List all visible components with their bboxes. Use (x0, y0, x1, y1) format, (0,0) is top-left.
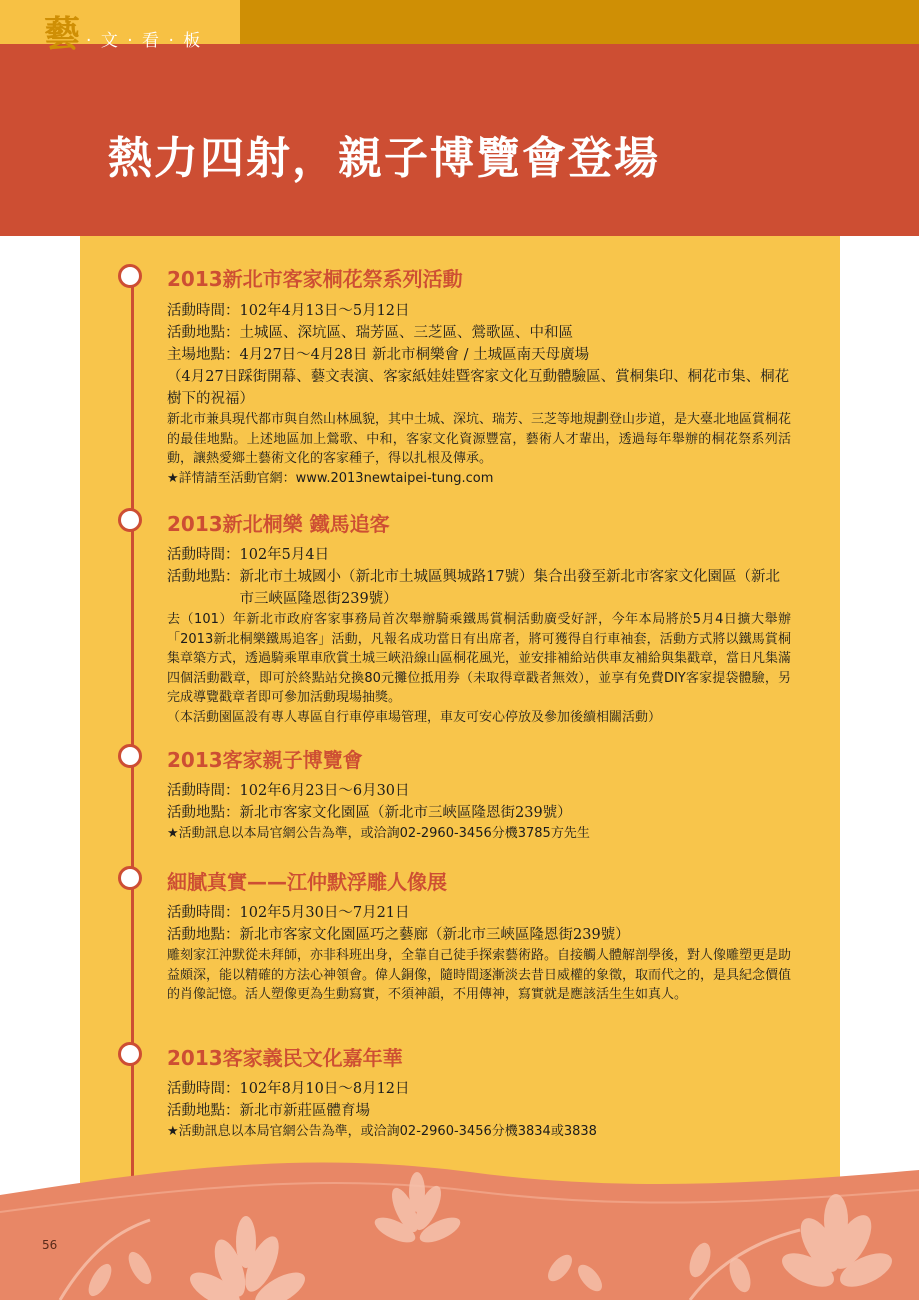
info-value: 102年5月30日～7月21日 (239, 905, 410, 921)
event-body (167, 780, 791, 844)
info-label: 活動時間： (167, 303, 240, 319)
info-value: 102年5月4日 (239, 547, 330, 563)
info-label: 活動地點： (167, 1103, 240, 1119)
info-value: 土城區、深坑區、瑞芳區、三芝區、鶯歌區、中和區 (239, 325, 573, 341)
event-title: 2013客家親子博覽會 (167, 748, 363, 772)
event-title: 2013客家義民文化嘉年華 (167, 1046, 403, 1070)
timeline-dot-icon (118, 1042, 142, 1066)
event-paragraph: 新北市兼具現代都市與自然山林風貌，其中土城、深坑、瑞芳、三芝等地規劃登山步道，是大臺北地區賞桐花的最佳地點。上述地區加上鶯歌、中和，客家文化資源豐富，藝術人才輩出，透過每年舉辦的桐花祭系列活動，讓熱愛鄉土藝術文化的客家種子，得以扎根及傳承。 (167, 412, 792, 466)
info-label: 活動時間： (167, 905, 240, 921)
info-label: 活動時間： (167, 547, 240, 563)
info-label: 活動地點： (167, 325, 240, 341)
info-value: 102年8月10日～8月12日 (239, 1081, 410, 1097)
event-note: ★活動訊息以本局官網公告為準，或洽詢02-2960-3456分機3785方先生 (167, 826, 590, 841)
event-info-line (167, 924, 791, 946)
event-info-line (167, 1100, 791, 1122)
event-body (167, 902, 791, 1005)
event-info-line (167, 544, 791, 566)
event-info-line (167, 802, 791, 824)
info-value: 4月27日～4月28日 新北市桐樂會 / 土城區南天母廣場 (239, 347, 590, 363)
info-label: 活動地點： (167, 805, 240, 821)
event-note: ★活動訊息以本局官網公告為準，或洽詢02-2960-3456分機3834或3838 (167, 1124, 597, 1139)
event-body (167, 1078, 791, 1142)
event-body (167, 544, 791, 727)
info-value: 102年4月13日～5月12日 (239, 303, 410, 319)
timeline-dot-icon (118, 508, 142, 532)
top-bar-right (240, 0, 919, 44)
section-tag-small: · 文 · 看 · 板 (86, 31, 203, 51)
info-label: 活動時間： (167, 1081, 240, 1097)
info-value: 新北市客家文化園區巧之藝廊（新北市三峽區隆恩街239號） (239, 927, 630, 943)
event-title: 2013新北桐樂 鐵馬追客 (167, 512, 390, 536)
wave-shape (0, 1163, 919, 1300)
info-value: 新北市土城國小（新北市土城區興城路17號）集合出發至新北市客家文化園區（新北市三峽區隆恩街239號） (239, 569, 780, 607)
section-tag (44, 14, 202, 54)
event-note: ★詳情請至活動官網：www.2013newtaipei-tung.com (167, 470, 494, 486)
info-label: 主場地點： (167, 347, 240, 363)
event-title: 2013新北市客家桐花祭系列活動 (167, 267, 463, 291)
bottom-wave-decoration (0, 1150, 919, 1300)
event-title: 細膩真實——江仲默浮雕人像展 (167, 870, 447, 894)
info-label: 活動時間： (167, 783, 240, 799)
info-value: 新北市客家文化園區（新北市三峽區隆恩街239號） (239, 805, 572, 821)
info-value: 新北市新莊區體育場 (239, 1103, 370, 1119)
event-info-line (167, 300, 791, 322)
event-note: （本活動園區設有專人專區自行車停車場管理，車友可安心停放及參加後續相關活動） (167, 709, 662, 725)
event-info-line (167, 1078, 791, 1100)
event-body (167, 300, 791, 488)
event-info-line (167, 344, 791, 366)
info-label: 活動地點： (167, 569, 240, 585)
event-info-line (167, 780, 791, 802)
page-title: 熱力四射，親子博覽會登場 (108, 133, 660, 184)
event-paragraph: 雕刻家江沖默從未拜師，亦非科班出身，全靠自己徒手探索藝術路。自接觸人體解剖學後，對人像雕塑更是助益頗深，能以精確的方法心神領會。偉人銅像，隨時間逐漸淡去昔日威權的象徵，取而代之的，是具紀念價值的肖像記憶。活人塑像更為生動寫實，不須神韻，不用傳神，寫實就是應該活生生如真人。 (167, 948, 792, 1002)
timeline-dot-icon (118, 744, 142, 768)
event-info-line (167, 322, 791, 344)
event-info-line (167, 566, 791, 610)
event-detail: （4月27日踩街開幕、藝文表演、客家紙娃娃暨客家文化互動體驗區、賞桐集印、桐花市集、桐花樹下的祝福） (167, 369, 790, 407)
event-paragraph: 去（101）年新北市政府客家事務局首次舉辦騎乘鐵馬賞桐活動廣受好評，今年本局將於5月4日擴大舉辦「2013新北桐樂鐵馬追客」活動，凡報名成功當日有出席者，將可獲得自行車袖套，活動方式將以鐵馬賞桐集章築方式，透過騎乘單車欣賞土城三峽沿線山區桐花風光，並安排補給站供車友補給與集戳章，當日凡集滿四個活動戳章，即可於終點站兌換80元攤位抵用券（未取得章戳者無效），並享有免費DIY客家提袋體驗，另完成導覽戳章者即可參加活動現場抽獎。 (167, 612, 792, 705)
page-number: 56 (42, 1238, 58, 1252)
timeline-dot-icon (118, 264, 142, 288)
info-label: 活動地點： (167, 927, 240, 943)
info-value: 102年6月23日～6月30日 (239, 783, 410, 799)
event-info-line (167, 902, 791, 924)
timeline-dot-icon (118, 866, 142, 890)
section-tag-big: 藝 (44, 13, 81, 55)
